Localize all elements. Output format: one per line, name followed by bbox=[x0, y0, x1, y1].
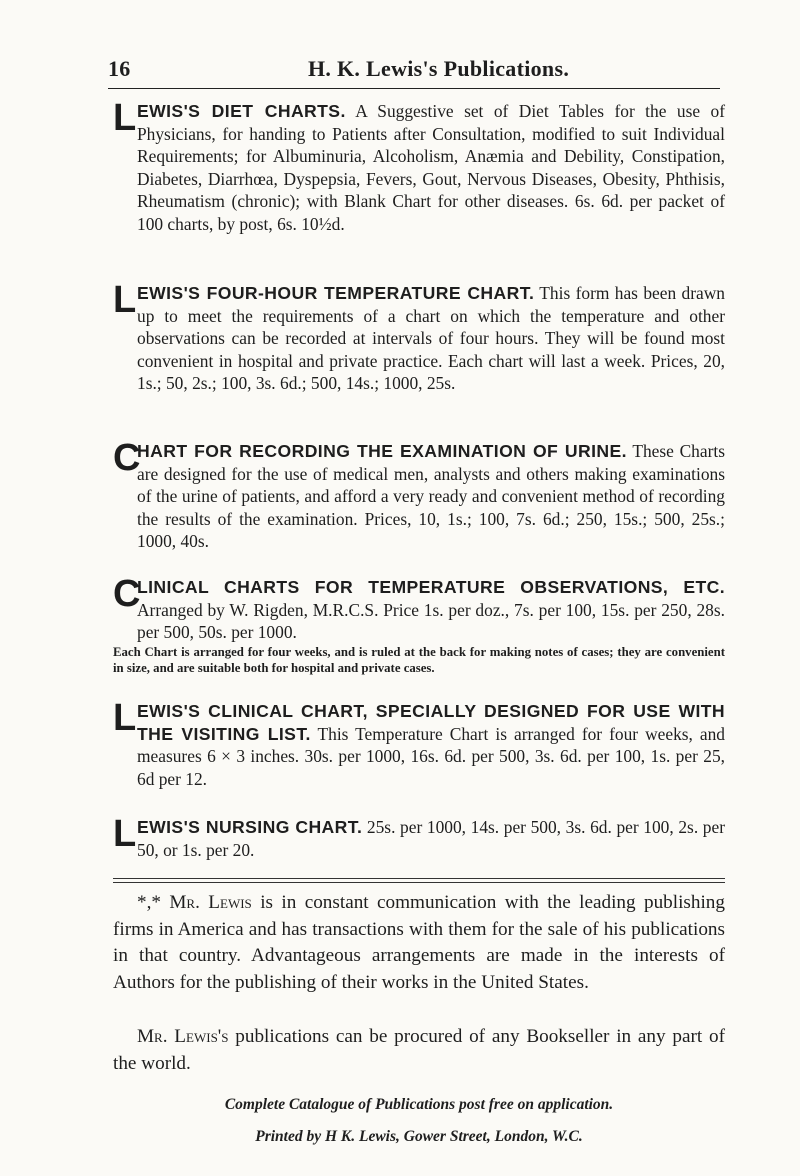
section-rule bbox=[113, 878, 725, 879]
entry-heading: EWIS'S CLINICAL CHART, SPECIALLY DESIGNED FOR USE WITH THE VISITING LIST. bbox=[137, 701, 725, 744]
page-title: H. K. Lewis's Publications. bbox=[308, 56, 570, 81]
entry-text: A Suggestive set of Diet Tables for the use of Physicians, for handing to Patients after Consultation, modified to suit Individual Requirements; for Albuminuria, Alcoholism, Anæmia and Debility, Constipation, Diabetes, Diarrhœa, Dyspepsia, Fevers, Gout, Nervous Diseases, Obesity, Phthisis, Rheumatism (chronic); with Blank Chart for other diseases. 6s. 6d. per packet of 100 charts, by post, 6s. 10½d. bbox=[137, 101, 726, 234]
drop-initial: C bbox=[113, 573, 141, 615]
entry-diet-charts bbox=[113, 97, 726, 236]
drop-initial: L bbox=[113, 279, 137, 321]
american-notice bbox=[113, 890, 725, 996]
section-rule bbox=[113, 882, 725, 883]
asterism-mark: *,* bbox=[137, 892, 161, 913]
drop-initial: L bbox=[113, 97, 137, 139]
entry-text: This form has been drawn up to meet the requirements of a chart on which the temperature and other observations can be recorded at intervals of four hours. They will be found most convenient in hospital and private practice. Each chart will last a week. Prices, 20, 1s.; 50, 2s.; 100, 3s. 6d.; 500, 14s.; 1000, 25s. bbox=[137, 283, 725, 394]
entry-four-hour-chart bbox=[113, 279, 725, 395]
entry-heading: HART FOR RECORDING THE EXAMINATION OF URINE. bbox=[137, 441, 627, 461]
clinical-charts-note: Each Chart is arranged for four weeks, and is ruled at the back for making notes of cases; they are convenient in size, and are suitable both for hospital and private cases. bbox=[113, 645, 725, 675]
entry-heading: EWIS'S DIET CHARTS. bbox=[137, 101, 346, 121]
page-number: 16 bbox=[108, 56, 131, 81]
entry-nursing-chart bbox=[113, 813, 726, 861]
entry-urine-chart bbox=[113, 437, 725, 553]
entry-heading: LINICAL CHARTS FOR TEMPERATURE OBSERVATIONS, ETC. bbox=[137, 577, 725, 597]
header-rule bbox=[108, 88, 720, 89]
entry-text: These Charts are designed for the use of medical men, analysts and others making examinations of the urine of patients, and afford a very ready and convenient method of recording the results of the examination. Prices, 10, 1s.; 100, 7s. 6d.; 250, 15s.; 500, 25s.; 1000, 40s. bbox=[137, 441, 725, 552]
entry-heading: EWIS'S FOUR-HOUR TEMPERATURE CHART. bbox=[137, 283, 535, 303]
printer-line: Printed by H K. Lewis, Gower Street, London, W.C. bbox=[255, 1128, 583, 1145]
entry-text: 25s. per 1000, 14s. per 500, 3s. 6d. per 100, 2s. per 50, or 1s. per 20. bbox=[137, 817, 726, 860]
entry-clinical-charts bbox=[113, 573, 725, 644]
entry-visiting-list-chart bbox=[113, 697, 725, 790]
bookseller-notice bbox=[113, 1024, 725, 1077]
entry-text: This Temperature Chart is arranged for four weeks, and measures 6 × 3 inches. 30s. per 1000, 16s. 6d. per 500, 3s. 6d. per 100, 1s. per 25, 6d per 12. bbox=[137, 723, 725, 789]
drop-initial: C bbox=[113, 437, 141, 479]
notice-name: Mr. Lewis bbox=[169, 892, 252, 913]
entry-heading: EWIS'S NURSING CHART. bbox=[137, 817, 363, 837]
notice-text: is in constant communication with the leading publishing firms in America and has transactions with them for the sale of his publications in that country. Advantageous arrangements are made in the interests of Authors for the publishing of their works in the United States. bbox=[113, 892, 725, 993]
notice-name: Mr. Lewis's bbox=[137, 1026, 229, 1047]
catalogue-line: Complete Catalogue of Publications post free on application. bbox=[224, 1096, 614, 1113]
notice-text: publications can be procured of any Bookseller in any part of the world. bbox=[113, 1026, 725, 1074]
drop-initial: L bbox=[113, 697, 137, 739]
entry-text: Arranged by W. Rigden, M.R.C.S. Price 1s. per doz., 7s. per 100, 15s. per 250, 28s. per 500, 50s. per 1000. bbox=[137, 599, 725, 643]
drop-initial: L bbox=[113, 813, 137, 855]
